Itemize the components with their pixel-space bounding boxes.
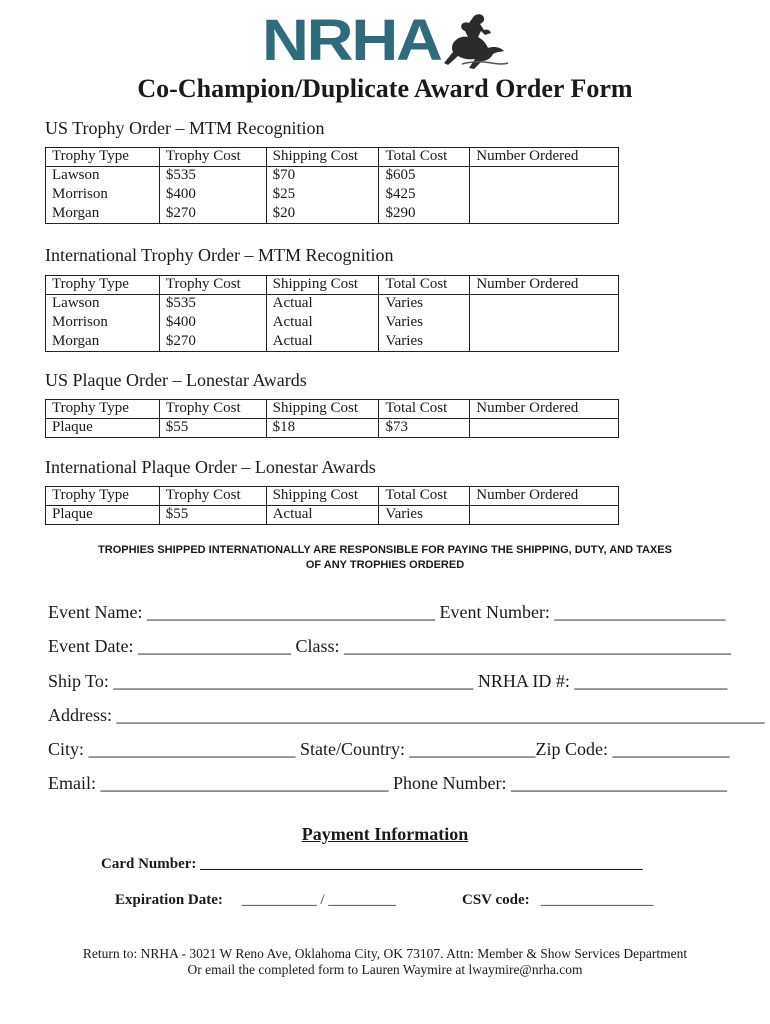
shipping-cost-cell: Actual (266, 314, 379, 333)
table-row (46, 333, 619, 352)
header-cell: Shipping Cost (266, 148, 379, 167)
intl-trophy-table (45, 275, 619, 352)
total-cost-cell: Varies (379, 506, 470, 525)
header-cell: Trophy Type (46, 148, 160, 167)
trophy-cost-cell: $400 (159, 314, 266, 333)
page-title: Co-Champion/Duplicate Award Order Form (137, 74, 633, 103)
us-trophy-table (45, 147, 619, 224)
header-cell: Number Ordered (470, 276, 619, 295)
return-email-line: Or email the completed form to Lauren Waymire at lwaymire@nrha.com (187, 962, 583, 977)
return-address-line: Return to: NRHA - 3021 W Reno Ave, Oklahoma City, OK 73107. Attn: Member & Show Services Department (82, 946, 688, 961)
trophy-type-cell: Morrison (46, 314, 160, 333)
event-name-number-field[interactable]: Event Name: ________________________________ Event Number: ___________________ (48, 602, 726, 622)
expiration-date-field[interactable] (115, 892, 396, 909)
shipping-cost-cell: $25 (266, 186, 379, 205)
section-title-intl-trophy: International Trophy Order – MTM Recognition (45, 245, 394, 265)
table-row (46, 167, 619, 186)
return-instructions (0, 946, 770, 978)
table-row (46, 506, 619, 525)
header-cell: Number Ordered (470, 400, 619, 419)
trophy-type-cell: Lawson (46, 167, 160, 186)
shipping-cost-cell: $20 (266, 205, 379, 224)
total-cost-cell: Varies (379, 314, 470, 333)
table-row (46, 205, 619, 224)
header-cell: Shipping Cost (266, 487, 379, 506)
shipping-cost-cell: Actual (266, 333, 379, 352)
csv-code-label: CSV code: (462, 892, 530, 908)
ship-to-nrha-id-field[interactable]: Ship To: ________________________________________ NRHA ID #: _________________ (48, 671, 728, 691)
header-cell: Trophy Type (46, 487, 160, 506)
card-number-blank[interactable]: ___________________________________________________________ (200, 856, 643, 872)
trophy-type-cell: Plaque (46, 419, 160, 438)
header-cell: Number Ordered (470, 148, 619, 167)
number-ordered-cell[interactable] (470, 205, 619, 224)
number-ordered-cell[interactable] (470, 167, 619, 186)
trophy-cost-cell: $400 (159, 186, 266, 205)
header-cell: Total Cost (379, 400, 470, 419)
number-ordered-cell[interactable] (470, 506, 619, 525)
number-ordered-cell[interactable] (470, 419, 619, 438)
section-title-intl-plaque: International Plaque Order – Lonestar Awards (45, 457, 376, 477)
table-header-row (46, 400, 619, 419)
table-header-row (46, 276, 619, 295)
us-plaque-table (45, 399, 619, 438)
trophy-type-cell: Morgan (46, 205, 160, 224)
logo-text: NRHA (262, 8, 441, 73)
header-cell: Shipping Cost (266, 400, 379, 419)
section-title-us-plaque: US Plaque Order – Lonestar Awards (45, 370, 307, 390)
header-cell: Trophy Type (46, 400, 160, 419)
header-cell: Trophy Cost (159, 400, 266, 419)
shipping-cost-cell: $18 (266, 419, 379, 438)
number-ordered-cell[interactable] (470, 186, 619, 205)
header-cell: Total Cost (379, 487, 470, 506)
table-row (46, 314, 619, 333)
payment-information-heading: Payment Information (301, 824, 469, 844)
expiration-date-label: Expiration Date: (115, 892, 223, 908)
total-cost-cell: $425 (379, 186, 470, 205)
total-cost-cell: Varies (379, 295, 470, 314)
total-cost-cell: Varies (379, 333, 470, 352)
email-phone-field[interactable]: Email: ________________________________ Phone Number: ________________________ (48, 773, 727, 793)
warning-line-1: TROPHIES SHIPPED INTERNATIONALLY ARE RESPONSIBLE FOR PAYING THE SHIPPING, DUTY, AND TAXES (98, 544, 672, 556)
total-cost-cell: $73 (379, 419, 470, 438)
expiration-date-blank[interactable]: __________ / _________ (241, 892, 396, 908)
address-field[interactable]: Address: ________________________________________________________________________ (48, 705, 765, 725)
trophy-cost-cell: $270 (159, 333, 266, 352)
nrha-logo (262, 8, 512, 73)
table-header-row (46, 487, 619, 506)
card-number-label: Card Number: (101, 856, 197, 872)
event-date-class-field[interactable]: Event Date: _________________ Class: ___________________________________________ (48, 636, 731, 656)
number-ordered-cell[interactable] (470, 314, 619, 333)
header-cell: Total Cost (379, 148, 470, 167)
shipping-cost-cell: $70 (266, 167, 379, 186)
total-cost-cell: $290 (379, 205, 470, 224)
number-ordered-cell[interactable] (470, 295, 619, 314)
trophy-cost-cell: $55 (159, 506, 266, 525)
header-cell: Shipping Cost (266, 276, 379, 295)
header-cell: Trophy Cost (159, 148, 266, 167)
table-row (46, 186, 619, 205)
trophy-type-cell: Lawson (46, 295, 160, 314)
intl-plaque-table (45, 486, 619, 525)
trophy-type-cell: Plaque (46, 506, 160, 525)
number-ordered-cell[interactable] (470, 333, 619, 352)
card-number-field[interactable] (101, 856, 643, 873)
trophy-cost-cell: $55 (159, 419, 266, 438)
table-row (46, 295, 619, 314)
header-cell: Trophy Type (46, 276, 160, 295)
section-title-us-trophy: US Trophy Order – MTM Recognition (45, 118, 325, 138)
trophy-cost-cell: $535 (159, 295, 266, 314)
header-cell: Trophy Cost (159, 487, 266, 506)
header-cell: Total Cost (379, 276, 470, 295)
csv-code-field[interactable] (462, 892, 653, 909)
header-cell: Trophy Cost (159, 276, 266, 295)
total-cost-cell: $605 (379, 167, 470, 186)
horse-rider-icon (444, 12, 510, 72)
trophy-type-cell: Morgan (46, 333, 160, 352)
warning-line-2: OF ANY TROPHIES ORDERED (305, 559, 465, 571)
table-row (46, 419, 619, 438)
trophy-cost-cell: $535 (159, 167, 266, 186)
city-state-zip-field[interactable]: City: _______________________ State/Country: ______________Zip Code: _____________ (48, 739, 730, 759)
table-header-row (46, 148, 619, 167)
international-shipping-warning (45, 543, 725, 573)
trophy-cost-cell: $270 (159, 205, 266, 224)
csv-code-blank[interactable]: _______________ (540, 892, 654, 908)
header-cell: Number Ordered (470, 487, 619, 506)
shipping-cost-cell: Actual (266, 295, 379, 314)
shipping-cost-cell: Actual (266, 506, 379, 525)
trophy-type-cell: Morrison (46, 186, 160, 205)
